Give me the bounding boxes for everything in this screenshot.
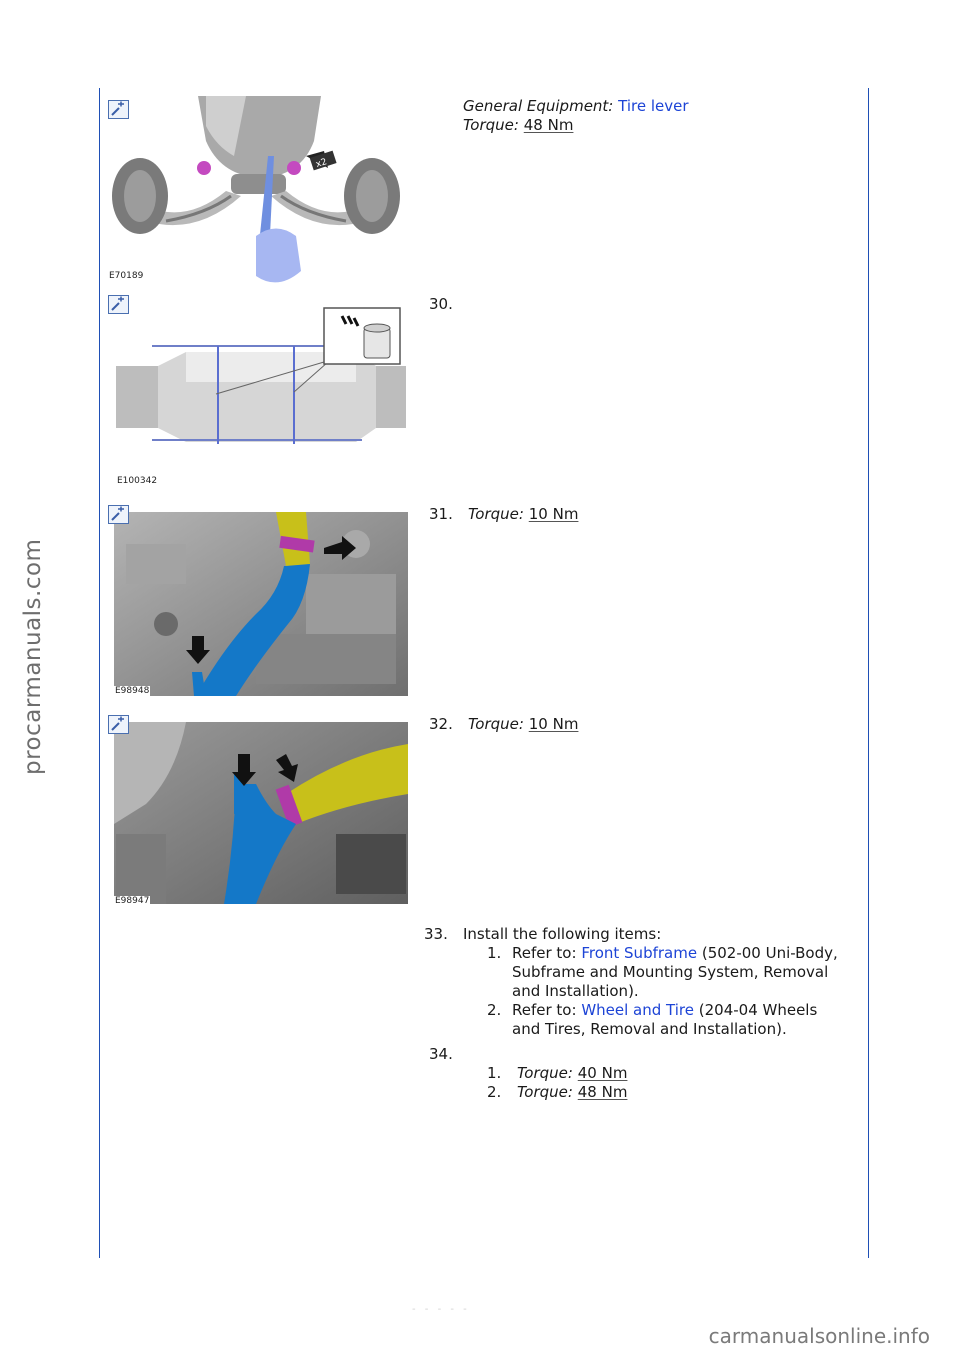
reference-text-line3: and Installation).: [512, 982, 639, 1000]
equipment-label: General Equipment:: [463, 97, 614, 115]
tire-lever-link[interactable]: Tire lever: [618, 97, 689, 115]
reference-text: (204-04 Wheels: [698, 1001, 818, 1019]
torque-line: [468, 715, 578, 734]
step-29-details: [463, 97, 863, 135]
figure-code: E98947: [115, 896, 150, 906]
right-border-rule: [868, 88, 869, 1258]
callout-x2: x2: [314, 157, 329, 171]
torque-value[interactable]: 48 Nm: [577, 1083, 628, 1101]
torque-line: [517, 1064, 627, 1083]
faint-page-text: - - - - -: [412, 1304, 470, 1315]
torque-value[interactable]: 40 Nm: [577, 1064, 628, 1082]
torque-label: Torque:: [463, 116, 519, 134]
figure-e98948[interactable]: [106, 504, 408, 696]
torque-value[interactable]: 10 Nm: [528, 505, 579, 523]
torque-line: [517, 1083, 627, 1102]
torque-label: Torque:: [468, 715, 524, 733]
torque-line: [468, 505, 578, 524]
step-number: 31.: [429, 505, 453, 523]
figure-e100342[interactable]: [106, 294, 406, 490]
zoom-figure-icon[interactable]: [108, 715, 129, 734]
torque-label: Torque:: [468, 505, 524, 523]
figure-code: E70189: [109, 271, 144, 281]
step-number: 30.: [429, 295, 453, 313]
item-number: 1.: [487, 944, 502, 962]
figure-e70189-illustration: [106, 96, 406, 284]
figure-e98948-illustration: [106, 504, 408, 696]
step-text: Install the following items:: [463, 925, 662, 943]
reference-text-line2: Subframe and Mounting System, Removal: [512, 963, 829, 981]
figure-e100342-illustration: [106, 294, 406, 490]
step-number: 34.: [429, 1045, 453, 1063]
refer-to-label: Refer to:: [512, 944, 577, 962]
torque-value[interactable]: 48 Nm: [523, 116, 574, 134]
zoom-figure-icon[interactable]: [108, 505, 129, 524]
zoom-figure-icon[interactable]: [108, 100, 129, 119]
torque-label: Torque:: [517, 1083, 573, 1101]
torque-line: [463, 116, 863, 135]
reference-text-line2: and Tires, Removal and Installation).: [512, 1020, 787, 1038]
step-number: 32.: [429, 715, 453, 733]
figure-code: E98948: [115, 686, 150, 696]
item-number: 2.: [487, 1001, 502, 1019]
figure-code: E100342: [117, 476, 158, 486]
torque-value[interactable]: 10 Nm: [528, 715, 579, 733]
torque-label: Torque:: [517, 1064, 573, 1082]
item-number: 1.: [487, 1064, 502, 1082]
footer-watermark: carmanualsonline.info: [708, 1324, 930, 1348]
side-watermark: procarmanuals.com: [20, 538, 46, 775]
step-30: [429, 295, 829, 314]
zoom-figure-icon[interactable]: [108, 295, 129, 314]
figure-e70189[interactable]: [106, 96, 406, 284]
item-number: 2.: [487, 1083, 502, 1101]
step-34: [429, 1045, 849, 1064]
refer-to-label: Refer to:: [512, 1001, 577, 1019]
figure-e98947-illustration: [106, 714, 408, 906]
figure-e98947[interactable]: [106, 714, 408, 906]
step-number: 33.: [424, 925, 448, 943]
left-border-rule: [99, 88, 100, 1258]
front-subframe-link[interactable]: Front Subframe: [581, 944, 698, 962]
general-equipment-line: [463, 97, 863, 116]
reference-text: (502-00 Uni-Body,: [701, 944, 838, 962]
wheel-and-tire-link[interactable]: Wheel and Tire: [581, 1001, 694, 1019]
